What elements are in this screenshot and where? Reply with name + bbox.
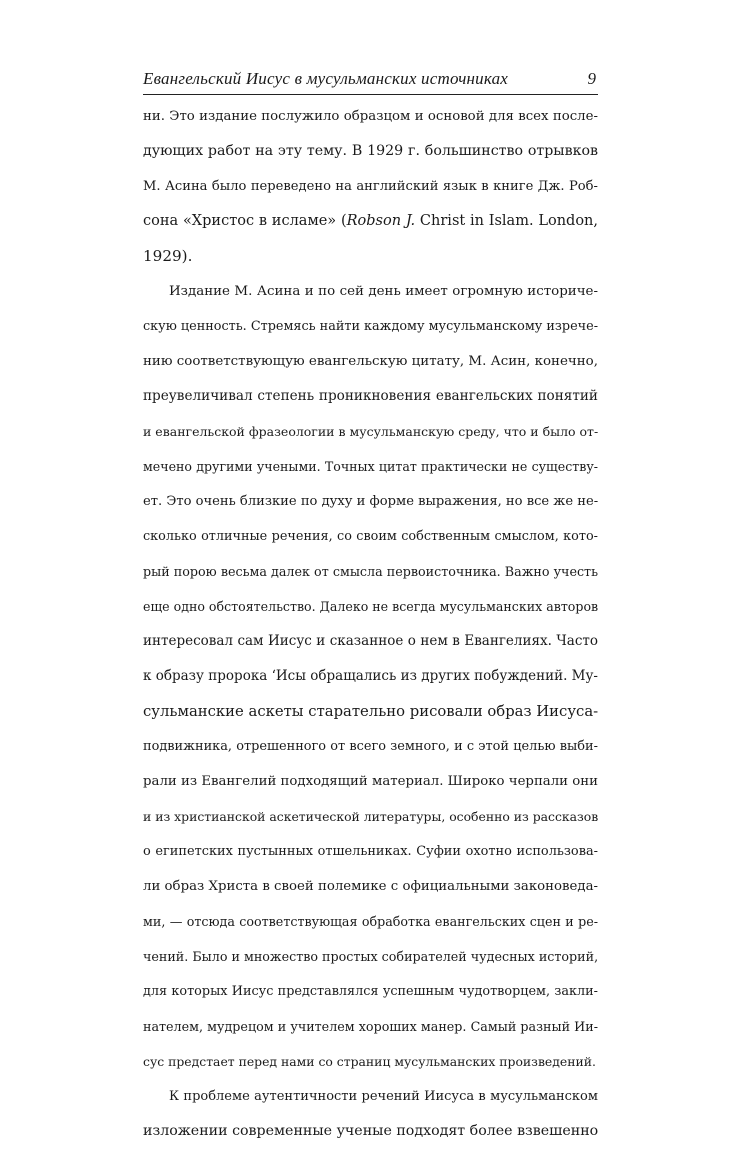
text-line: ли образ Христа в своей полемике с официальными законоведа-: [143, 879, 598, 894]
text-line: Издание М. Асина и по сей день имеет огромную историче-: [169, 284, 598, 299]
text-line: скую ценность. Стремясь найти каждому мусульманскому изрече-: [143, 319, 599, 334]
text-line: и из христианской аскетической литературы, особенно из рассказов: [143, 809, 599, 824]
text-line: [143, 204, 598, 239]
text-line: ни. Это издание послужило образцом и основой для всех после-: [143, 109, 598, 124]
text-line: М. Асина было переведено на английский язык в книге Дж. Роб-: [143, 179, 598, 194]
text-line: еще одно обстоятельство. Далеко не всегда мусульманских авторов: [143, 599, 599, 614]
text-line: рый порою весьма далек от смысла первоисточника. Важно учесть: [143, 564, 598, 579]
text-line: К проблеме аутентичности речений Иисуса в мусульманском: [169, 1089, 598, 1104]
text-fragment: сона «Христос в исламе» (: [143, 213, 347, 229]
body-text: [143, 99, 598, 1149]
text-line: интересовал сам Иисус и сказанное о нем в Евангелиях. Часто: [143, 633, 598, 649]
text-line: чений. Было и множество простых собирателей чудесных историй,: [143, 949, 599, 964]
text-line: ми, — отсюда соответствующая обработка евангельских сцен и ре-: [143, 914, 598, 929]
text-line: 1929).: [143, 247, 193, 265]
text-line: о египетских пустынных отшельниках. Суфии охотно использова-: [143, 844, 598, 859]
page-number: 9: [587, 69, 596, 88]
text-line: подвижника, отрешенного от всего земного, и с этой целью выби-: [143, 739, 598, 754]
text-line: изложении современные ученые подходят более взвешенно: [143, 1123, 599, 1139]
text-line: к образу пророка ‘Исы обращались из других побуждений. Му-: [143, 668, 598, 684]
text-line: и евангельской фразеологии в мусульманскую среду, что и было от-: [143, 424, 599, 439]
text-line: дующих работ на эту тему. В 1929 г. большинство отрывков: [143, 143, 598, 159]
text-line: рали из Евангелий подходящий материал. Широко черпали они: [143, 774, 599, 789]
text-line: сульманские аскеты старательно рисовали образ Иисуса-: [143, 703, 599, 720]
text-line: сус предстает перед нами со страниц мусульманских произведений.: [143, 1054, 596, 1069]
text-line: нателем, мудрецом и учителем хороших манер. Самый разный Ии-: [143, 1019, 598, 1034]
text-line: ет. Это очень близкие по духу и форме выражения, но все же не-: [143, 494, 599, 509]
author-citation: Robson J.: [346, 213, 416, 229]
text-line: нию соответствующую евангельскую цитату, М. Асин, конечно,: [143, 354, 598, 369]
text-line: сколько отличные речения, со своим собственным смыслом, кото-: [143, 529, 598, 544]
text-line: преувеличивал степень проникновения евангельских понятий: [143, 388, 598, 404]
text-line: для которых Иисус представлялся успешным чудотворцем, закли-: [143, 984, 598, 999]
running-title: Евангельский Иисус в мусульманских источниках: [143, 69, 509, 88]
text-line: мечено другими учеными. Точных цитат практически не существу-: [143, 459, 598, 474]
page-header: [143, 66, 598, 95]
text-fragment: Christ in Islam. London,: [415, 213, 598, 229]
